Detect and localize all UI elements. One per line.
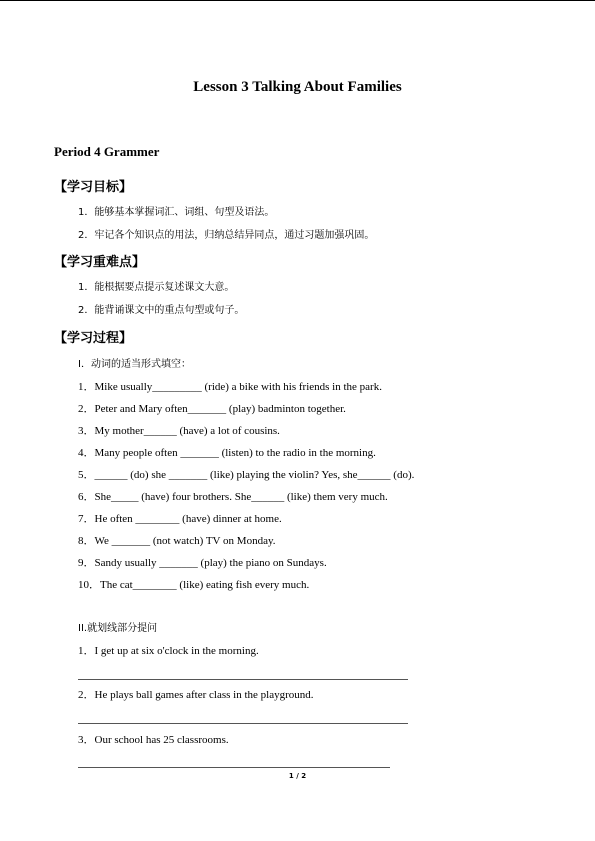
answer-line xyxy=(78,723,408,724)
exercise-1-item: 9．Sandy usually _______ (play) the piano on Sundays. xyxy=(78,557,327,569)
exercise-2-item: 2．He plays ball games after class in the playground. xyxy=(78,689,314,701)
page-number: 1 / 2 xyxy=(288,772,307,780)
answer-line xyxy=(78,679,408,680)
exercise-1-item: 10．The cat________ (like) eating fish every much. xyxy=(78,579,310,591)
exercise-1-title: I．动词的适当形式填空： xyxy=(78,359,191,370)
key-points-item: 2．能背诵课文中的重点句型或句子。 xyxy=(78,305,245,316)
answer-line xyxy=(78,767,390,768)
exercise-2-title: II.就划线部分提问 xyxy=(78,623,158,634)
exercise-1-item: 7．He often ________ (have) dinner at home. xyxy=(78,513,282,525)
exercise-2-item: 1．I get up at six o'clock in the morning. xyxy=(78,645,259,657)
exercise-1-item: 1．Mike usually_________ (ride) a bike with his friends in the park. xyxy=(78,381,382,393)
document-title: Lesson 3 Talking About Families xyxy=(193,79,402,95)
key-points-heading: 【学习重难点】 xyxy=(54,255,146,270)
key-points-item: 1．能根据要点提示复述课文大意。 xyxy=(78,282,235,293)
exercise-2-item: 3．Our school has 25 classrooms. xyxy=(78,734,229,746)
exercise-1-item: 4．Many people often _______ (listen) to the radio in the morning. xyxy=(78,447,376,459)
goals-heading: 【学习目标】 xyxy=(54,180,133,195)
period-subtitle: Period 4 Grammer xyxy=(54,144,160,159)
exercise-1-item: 2．Peter and Mary often_______ (play) badminton together. xyxy=(78,403,346,415)
goals-item: 1．能够基本掌握词汇、词组、句型及语法。 xyxy=(78,207,275,218)
exercise-1-item: 6．She_____ (have) four brothers. She______ (like) them very much. xyxy=(78,491,388,503)
exercise-1-item: 8．We _______ (not watch) TV on Monday. xyxy=(78,535,276,547)
exercise-1-item: 3．My mother______ (have) a lot of cousins. xyxy=(78,425,280,437)
page-top-border xyxy=(0,0,595,1)
goals-item: 2．牢记各个知识点的用法，归纳总结异同点，通过习题加强巩固。 xyxy=(78,230,375,241)
process-heading: 【学习过程】 xyxy=(54,331,133,346)
exercise-1-item: 5．______ (do) she _______ (like) playing the violin? Yes, she______ (do). xyxy=(78,469,415,481)
